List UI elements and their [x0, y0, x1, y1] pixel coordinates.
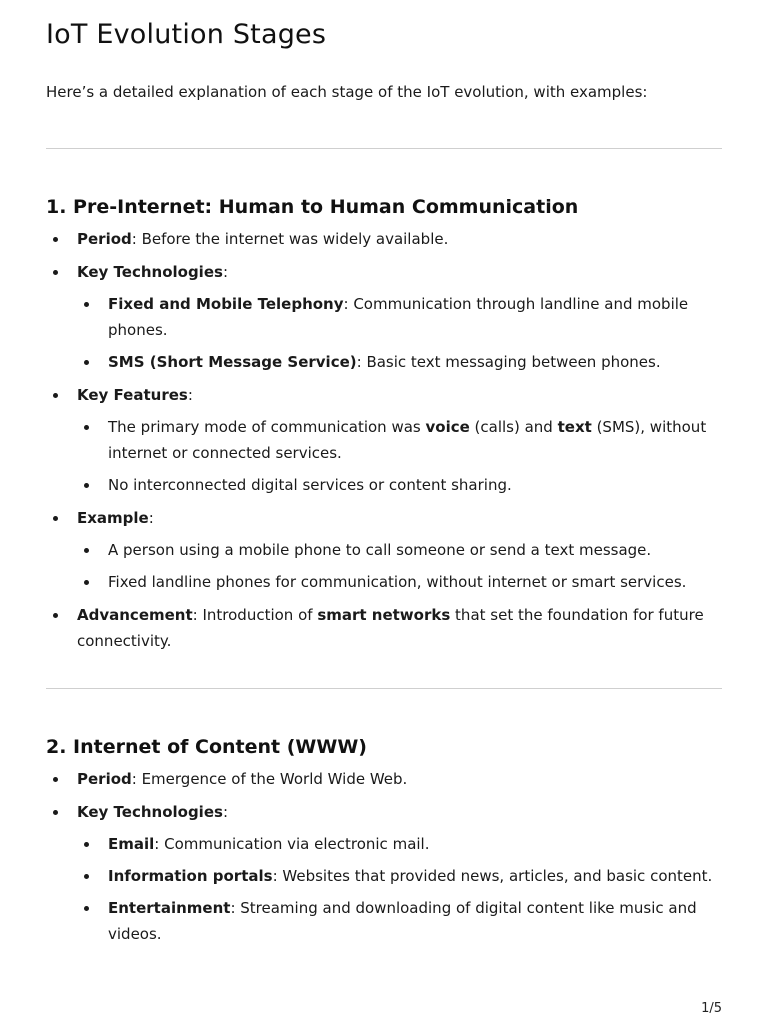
bullet [53, 810, 58, 815]
section-list [46, 766, 722, 947]
item-label: Key Technologies [77, 263, 223, 281]
item-text: : Emergence of the World Wide Web. [131, 770, 408, 788]
sublist-item [77, 537, 722, 563]
item-text: : [148, 509, 154, 527]
item-text: : Communication through landline and mobile phones. [108, 295, 689, 339]
sublist-item [77, 895, 722, 947]
bullet [84, 483, 89, 488]
bullet [53, 777, 58, 782]
bullet [84, 425, 89, 430]
sublist-item [77, 291, 722, 343]
sublist-item [77, 414, 722, 466]
intro-paragraph: Here’s a detailed explanation of each stage of the IoT evolution, with examples: [46, 83, 648, 101]
bullet [84, 580, 89, 585]
bullet [84, 906, 89, 911]
item-text: : Communication via electronic mail. [154, 835, 430, 853]
item-label: Example [77, 509, 149, 527]
item-text: that set the foundation for future connectivity. [77, 606, 704, 650]
divider [46, 148, 722, 149]
item-text: : Websites that provided news, articles, and basic content. [272, 867, 713, 885]
page-title: IoT Evolution Stages [46, 19, 327, 50]
section-heading: 2. Internet of Content (WWW) [46, 736, 367, 758]
item-bold: voice [425, 418, 470, 436]
item-text: A person using a mobile phone to call someone or send a text message. [108, 541, 652, 559]
item-text: : [222, 263, 228, 281]
bullet [53, 237, 58, 242]
bullet [53, 613, 58, 618]
list-item-key-technologies [46, 799, 722, 947]
section-pre-internet [46, 195, 722, 654]
item-text: : Basic text messaging between phones. [356, 353, 661, 371]
item-label: Key Technologies [77, 803, 223, 821]
item-text: : [187, 386, 193, 404]
sublist-item [77, 863, 722, 889]
item-text: (SMS), without internet or connected services. [108, 418, 707, 462]
bullet [84, 842, 89, 847]
bullet [84, 360, 89, 365]
item-label: SMS (Short Message Service) [108, 353, 357, 371]
item-bold: text [557, 418, 592, 436]
item-bold: smart networks [317, 606, 451, 624]
item-label: Period [77, 230, 132, 248]
bullet [53, 516, 58, 521]
sublist [77, 537, 722, 595]
item-text: : Streaming and downloading of digital content like music and videos. [108, 899, 697, 943]
sublist [77, 291, 722, 375]
bullet [84, 548, 89, 553]
sublist-item [77, 472, 722, 498]
list-item-example [46, 505, 722, 595]
item-label: Key Features [77, 386, 188, 404]
item-text: : Introduction of [192, 606, 318, 624]
section-list [46, 226, 722, 654]
item-label: Fixed and Mobile Telephony [108, 295, 344, 313]
list-item-key-technologies [46, 259, 722, 375]
item-text: (calls) and [469, 418, 558, 436]
sublist [77, 831, 722, 947]
item-text: : Before the internet was widely available. [131, 230, 449, 248]
bullet [53, 270, 58, 275]
item-label: Information portals [108, 867, 273, 885]
list-item-advancement [46, 602, 722, 654]
item-text: : [222, 803, 228, 821]
item-text: Fixed landline phones for communication, without internet or smart services. [108, 573, 687, 591]
page-number: 1/5 [701, 1001, 722, 1016]
section-heading: 1. Pre-Internet: Human to Human Communication [46, 196, 579, 218]
bullet [84, 874, 89, 879]
list-item-period [46, 226, 722, 252]
item-text: The primary mode of communication was [108, 418, 426, 436]
section-internet-of-content [46, 735, 722, 947]
sublist-item [77, 831, 722, 857]
sublist [77, 414, 722, 498]
bullet [84, 302, 89, 307]
item-label: Entertainment [108, 899, 231, 917]
sublist-item [77, 349, 722, 375]
item-label: Advancement [77, 606, 193, 624]
sublist-item [77, 569, 722, 595]
divider [46, 688, 722, 689]
list-item-key-features [46, 382, 722, 498]
item-text: No interconnected digital services or content sharing. [108, 476, 512, 494]
item-label: Period [77, 770, 132, 788]
bullet [53, 393, 58, 398]
list-item-period [46, 766, 722, 792]
item-label: Email [108, 835, 155, 853]
